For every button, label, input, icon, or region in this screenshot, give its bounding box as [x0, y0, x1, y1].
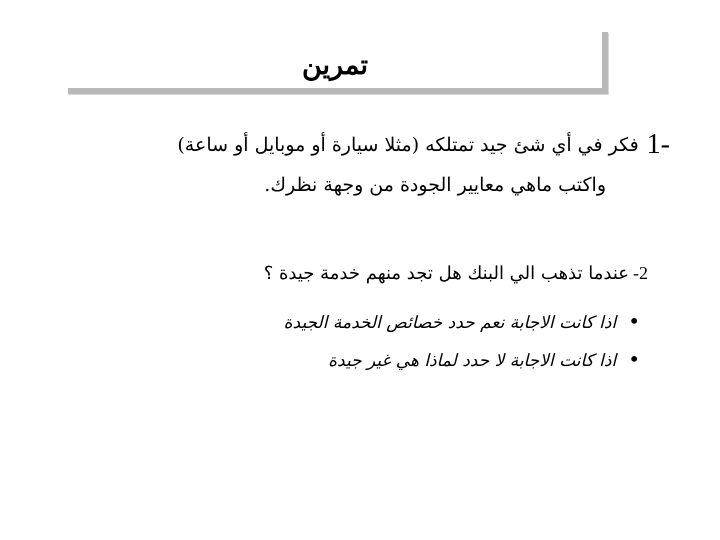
question-1-text-line-1: فكر في أي شئ جيد تمتلكه (مثلا سيارة أو موبايل أو ساعة): [177, 134, 639, 156]
bullet-icon: •: [628, 347, 640, 371]
title-box: [68, 32, 608, 94]
question-1-line-1: [70, 125, 670, 165]
question-1: [70, 125, 670, 205]
question-1-text-line-2: واكتب ماهي معايير الجودة من وجهة نظرك.: [264, 174, 606, 196]
question-2: [88, 258, 648, 289]
bullet-list: [120, 303, 640, 379]
question-2-number: -2: [633, 263, 648, 283]
list-item: [120, 341, 640, 379]
list-item: [120, 303, 640, 341]
question-2-text: عندما تذهب الي البنك هل تجد منهم خدمة جيدة ؟: [263, 263, 629, 284]
slide-title: تمرين: [301, 49, 369, 81]
bullet-text: اذا كانت الاجابة نعم حدد خصائص الخدمة الجيدة: [283, 313, 617, 333]
bullet-icon: •: [628, 309, 640, 333]
bullet-text: اذا كانت الاجابة لا حدد لماذا هي غير جيدة: [328, 351, 617, 371]
question-1-number: 1-: [646, 129, 670, 160]
